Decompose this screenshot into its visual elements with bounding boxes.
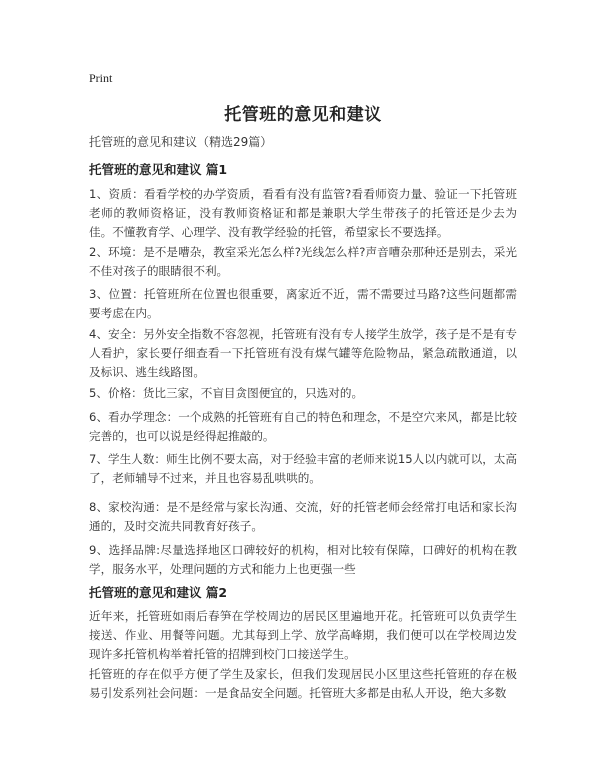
paragraph: 2、环境：是不是嘈杂，教室采光怎么样?光线怎么样?声音嘈杂那种还是别去，采光不佳对孩子的眼睛很不利。: [89, 245, 517, 278]
document-subtitle: 托管班的意见和建议（精选29篇）: [89, 135, 273, 149]
section-heading-1: 托管班的意见和建议 篇1: [89, 162, 228, 177]
section-heading-2: 托管班的意见和建议 篇2: [89, 585, 228, 600]
paragraph: 8、家校沟通：是不是经常与家长沟通、交流，好的托管老师会经常打电话和家长沟通的，及时交流共同教育好孩子。: [89, 500, 517, 533]
page-title: 托管班的意见和建议: [224, 105, 382, 125]
paragraph: 托管班的存在似乎方便了学生及家长，但我们发现居民小区里这些托管班的存在极易引发系列社会问题：一是食品安全问题。托管班大多都是由私人开设，绝大多数: [89, 667, 517, 700]
paragraph: 6、看办学理念：一个成熟的托管班有自己的特色和理念，不是空穴来风，都是比较完善的，也可以说是经得起推敲的。: [89, 410, 517, 443]
paragraph: 1、资质：看看学校的办学资质，看看有没有监管?看看师资力量、验证一下托管班老师的教师资格证，没有教师资格证和都是兼职大学生带孩子的托管还是少去为佳。不懂教育学、心理学、没有教学经验的托管，希望家长不要选择。: [89, 187, 517, 239]
paragraph: 7、学生人数：师生比例不要太高，对于经验丰富的老师来说15人以内就可以，太高了，老师辅导不过来，并且也容易乱哄哄的。: [89, 452, 517, 485]
paragraph: 4、安全：另外安全指数不容忽视，托管班有没有专人接学生放学，孩子是不是有专人看护，家长要仔细查看一下托管班有没有煤气罐等危险物品，紧急疏散通道，以及标识、逃生线路图。: [89, 327, 517, 379]
paragraph: 5、价格：货比三家，不盲目贪图便宜的，只选对的。: [89, 386, 364, 400]
paragraph: 近年来，托管班如雨后春笋在学校周边的居民区里遍地开花。托管班可以负责学生接送、作业、用餐等问题。尤其每到上学、放学高峰期，我们便可以在学校周边发现许多托管机构举着托管的招牌到校门口接送学生。: [89, 609, 517, 661]
paragraph: 3、位置：托管班所在位置也很重要，离家近不近，需不需要过马路?这些问题都需要考虑在内。: [89, 287, 517, 320]
paragraph: 9、选择品牌:尽量选择地区口碑较好的机构，相对比较有保障，口碑好的机构在教学，服务水平，处理问题的方式和能力上也更强一些: [89, 543, 517, 576]
print-link[interactable]: Print: [89, 71, 113, 85]
